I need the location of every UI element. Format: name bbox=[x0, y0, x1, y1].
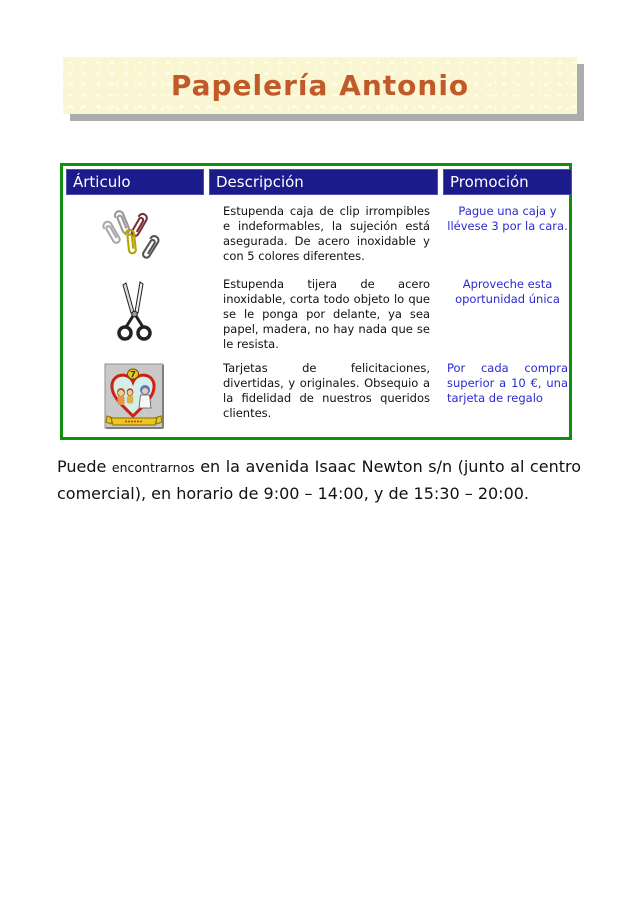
table-row bbox=[66, 204, 566, 268]
table-row bbox=[66, 361, 566, 431]
footer-text-small: encontrarnos bbox=[111, 460, 195, 475]
column-header-articulo: Árticulo bbox=[66, 169, 204, 195]
footer-text-start: Puede bbox=[57, 457, 107, 476]
article-image-cell bbox=[66, 361, 204, 431]
description-text: Estupenda caja de clip irrompibles e indeformables, la sujeción está asegurada. De acero inoxidable y con 5 colores diferentes. bbox=[223, 204, 430, 263]
article-image-cell bbox=[66, 277, 204, 352]
table-row bbox=[66, 277, 566, 352]
column-header-descripcion: Descripción bbox=[209, 169, 438, 195]
product-table bbox=[60, 163, 572, 440]
promotion-text: Pague una caja y llévese 3 por la cara. bbox=[447, 204, 568, 233]
description-text: Estupenda tijera de acero inoxidable, corta todo objeto lo que se le ponga por delante, ya sea papel, madera, no hay nada que se le resista. bbox=[223, 277, 430, 351]
paper-clips-image bbox=[93, 206, 177, 268]
table-header-row bbox=[66, 169, 566, 195]
greeting-card-image bbox=[104, 363, 166, 431]
description-text: Tarjetas de felicitaciones, divertidas, y originales. Obsequio a la fidelidad de nuestros queridos clientes. bbox=[223, 361, 430, 420]
scissors-image bbox=[111, 279, 159, 343]
footer-text-rest: en la avenida Isaac Newton s/n (junto al centro comercial), en horario de 9:00 – 14:00, y de 15:30 – 20:00. bbox=[57, 457, 582, 503]
promotion-text: Aproveche esta oportunidad única bbox=[455, 277, 560, 306]
article-image-cell bbox=[66, 204, 204, 268]
title-banner bbox=[63, 57, 577, 114]
promotion-text: Por cada compra superior a 10 €, una tarjeta de regalo bbox=[447, 361, 568, 405]
card-badge-number: 7 bbox=[130, 370, 136, 379]
footer-paragraph bbox=[57, 454, 581, 507]
column-header-promocion: Promoción bbox=[443, 169, 572, 195]
page-title: Papelería Antonio bbox=[170, 69, 470, 102]
